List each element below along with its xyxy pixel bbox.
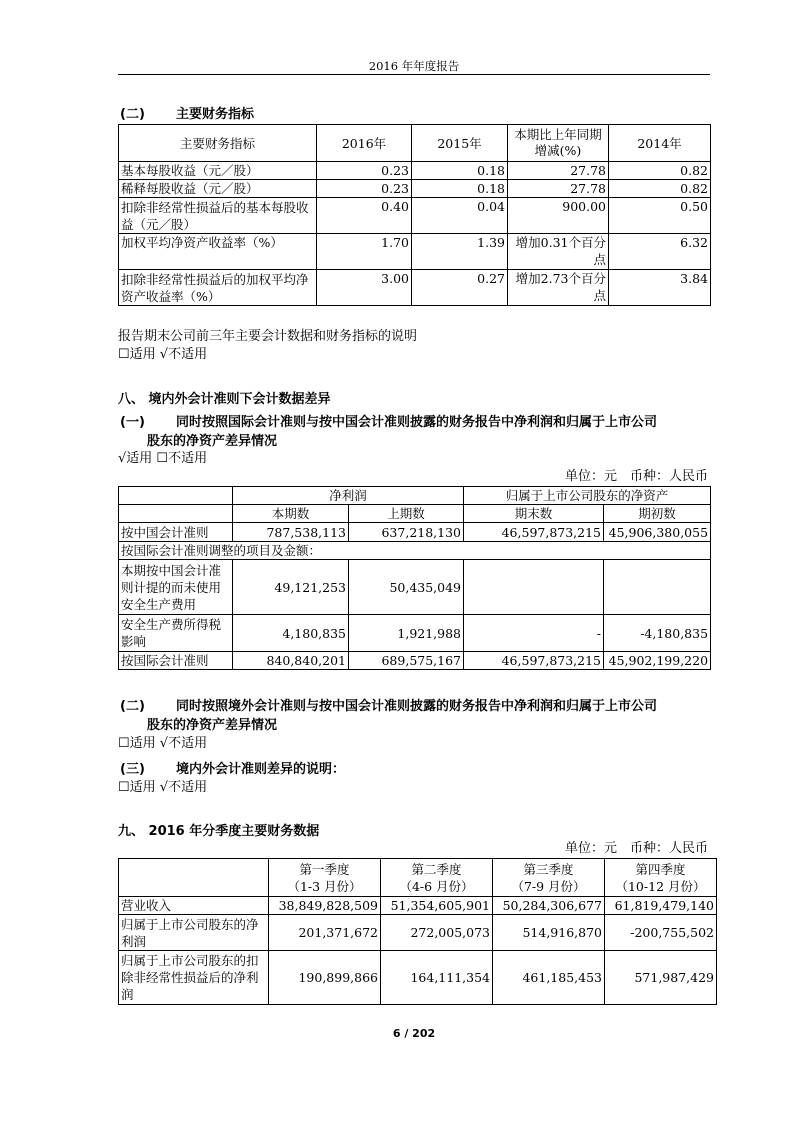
cell: -: [464, 615, 604, 652]
quarter-range: （4-6 月份）: [399, 878, 474, 894]
cell: 50,435,049: [349, 560, 464, 615]
cell: 50,284,306,677: [493, 897, 605, 915]
table-row: [119, 234, 711, 270]
cell: 45,906,380,055: [604, 523, 711, 542]
table-row: [119, 951, 717, 1005]
adjustment-label: 按国际会计准则调整的项目及金额：: [119, 542, 711, 560]
row-label: 营业收入: [119, 897, 269, 915]
row-label: 归属于上市公司股东的扣除非经常性损益后的净利润: [119, 951, 269, 1005]
cell: 0.82: [609, 162, 711, 180]
col-header: 本期比上年同期增减(%): [508, 125, 609, 162]
table-row: [119, 615, 711, 652]
cell: 0.04: [412, 198, 508, 234]
cell: 461,185,453: [493, 951, 605, 1005]
section-number: (二): [120, 107, 145, 122]
cell: 514,916,870: [493, 915, 605, 951]
cell: 0.23: [317, 180, 412, 198]
quarter-range: （10-12 月份）: [615, 878, 706, 894]
table-row: [119, 560, 711, 615]
cell: 0.50: [609, 198, 711, 234]
cell: 637,218,130: [349, 523, 464, 542]
col-header: 主要财务指标: [119, 125, 317, 162]
row-label: 扣除非经常性损益后的基本每股收益（元／股）: [119, 198, 317, 234]
cell: 38,849,828,509: [269, 897, 381, 915]
note-text: 报告期末公司前三年主要会计数据和财务指标的说明: [118, 329, 418, 344]
col-header: 期末数: [464, 505, 604, 523]
applicability-check: ☐适用 √不适用: [118, 347, 208, 362]
cell: 900.00: [508, 198, 609, 234]
subsection-title-cont: 股东的净资产差异情况: [147, 434, 278, 449]
cell: 0.23: [317, 162, 412, 180]
page-header: 2016 年年度报告: [368, 59, 460, 73]
group-header: 净利润: [233, 487, 464, 505]
cell: 46,597,873,215: [464, 523, 604, 542]
row-label: 安全生产费所得税影响: [119, 615, 233, 652]
cell: 45,902,199,220: [604, 652, 711, 670]
col-header: 2014年: [609, 125, 711, 162]
table-row: [119, 915, 717, 951]
cell: 0.40: [317, 198, 412, 234]
financial-indicators-table: [118, 124, 711, 306]
cell: 46,597,873,215: [464, 652, 604, 670]
quarter-name: 第一季度: [299, 861, 350, 877]
row-label: 扣除非经常性损益后的加权平均净资产收益率（%）: [119, 270, 317, 306]
row-label: 稀释每股收益（元／股）: [119, 180, 317, 198]
quarter-range: （7-9 月份）: [511, 878, 586, 894]
cell: 49,121,253: [233, 560, 349, 615]
table-row: [119, 162, 711, 180]
unit-label: 单位：元 币种：人民币: [564, 841, 708, 856]
subsection-title: 境内外会计准则差异的说明：: [176, 762, 346, 777]
cell: 689,575,167: [349, 652, 464, 670]
cell: 增加2.73个百分点: [508, 270, 609, 306]
cell: [604, 560, 711, 615]
applicability-check: ☐适用 √不适用: [118, 736, 208, 751]
group-header: 归属于上市公司股东的净资产: [464, 487, 711, 505]
cell: 787,538,113: [233, 523, 349, 542]
table-row: [119, 897, 717, 915]
quarter-header: [269, 859, 381, 897]
row-label: 基本每股收益（元／股）: [119, 162, 317, 180]
quarter-header: [493, 859, 605, 897]
table-row: [119, 542, 711, 560]
table-row: [119, 523, 711, 542]
cell: 4,180,835: [233, 615, 349, 652]
col-header: 2016年: [317, 125, 412, 162]
table-row: [119, 180, 711, 198]
table-row: [119, 270, 711, 306]
cell: 61,819,479,140: [605, 897, 717, 915]
cell: 272,005,073: [381, 915, 493, 951]
table-row: [119, 198, 711, 234]
row-label: 按国际会计准则: [119, 652, 233, 670]
row-label: 加权平均净资产收益率（%）: [119, 234, 317, 270]
section-9-title: 九、 2016 年分季度主要财务数据: [118, 824, 320, 839]
applicability-check: ☐适用 √不适用: [118, 780, 208, 795]
col-header: 2015年: [412, 125, 508, 162]
cell: 840,840,201: [233, 652, 349, 670]
row-label: 按中国会计准则: [119, 523, 233, 542]
unit-label: 单位：元 币种：人民币: [564, 469, 708, 484]
cell: 201,371,672: [269, 915, 381, 951]
subsection-title-cont: 股东的净资产差异情况: [147, 718, 278, 733]
cell: 190,899,866: [269, 951, 381, 1005]
quarterly-data-table: [118, 858, 717, 1005]
section-title: 主要财务指标: [176, 107, 255, 122]
col-header: 上期数: [349, 505, 464, 523]
cell: 0.18: [412, 180, 508, 198]
quarter-header: [381, 859, 493, 897]
subsection-number: (三): [120, 762, 145, 777]
empty-header: [119, 505, 233, 523]
cell: 1.39: [412, 234, 508, 270]
subsection-number: (二): [120, 699, 145, 714]
col-header: 期初数: [604, 505, 711, 523]
row-label: 本期按中国会计准则计提的而未使用安全生产费用: [119, 560, 233, 615]
page-number: 6 / 202: [392, 1027, 436, 1040]
row-label: 归属于上市公司股东的净利润: [119, 915, 269, 951]
accounting-difference-table: [118, 486, 711, 670]
section-8-title: 八、 境内外会计准则下会计数据差异: [118, 392, 331, 407]
cell: -200,755,502: [605, 915, 717, 951]
table-row: [119, 652, 711, 670]
cell: 27.78: [508, 162, 609, 180]
cell: [464, 560, 604, 615]
quarter-name: 第四季度: [635, 861, 686, 877]
cell: 164,111,354: [381, 951, 493, 1005]
cell: 1.70: [317, 234, 412, 270]
cell: 3.84: [609, 270, 711, 306]
quarter-range: （1-3 月份）: [287, 878, 362, 894]
header-divider: [118, 74, 710, 75]
cell: 0.82: [609, 180, 711, 198]
cell: 增加0.31个百分点: [508, 234, 609, 270]
empty-header: [119, 487, 233, 505]
cell: 0.27: [412, 270, 508, 306]
subsection-number: (一): [120, 415, 145, 430]
cell: 0.18: [412, 162, 508, 180]
cell: 1,921,988: [349, 615, 464, 652]
cell: 51,354,605,901: [381, 897, 493, 915]
quarter-header: [605, 859, 717, 897]
empty-header: [119, 859, 269, 897]
cell: 27.78: [508, 180, 609, 198]
cell: 6.32: [609, 234, 711, 270]
subsection-title: 同时按照国际会计准则与按中国会计准则披露的财务报告中净利润和归属于上市公司: [176, 415, 658, 430]
quarter-name: 第二季度: [411, 861, 462, 877]
applicability-check: √适用 ☐不适用: [118, 451, 208, 466]
subsection-title: 同时按照境外会计准则与按中国会计准则披露的财务报告中净利润和归属于上市公司: [176, 699, 658, 714]
cell: 3.00: [317, 270, 412, 306]
cell: 571,987,429: [605, 951, 717, 1005]
col-header: 本期数: [233, 505, 349, 523]
quarter-name: 第三季度: [523, 861, 574, 877]
cell: -4,180,835: [604, 615, 711, 652]
